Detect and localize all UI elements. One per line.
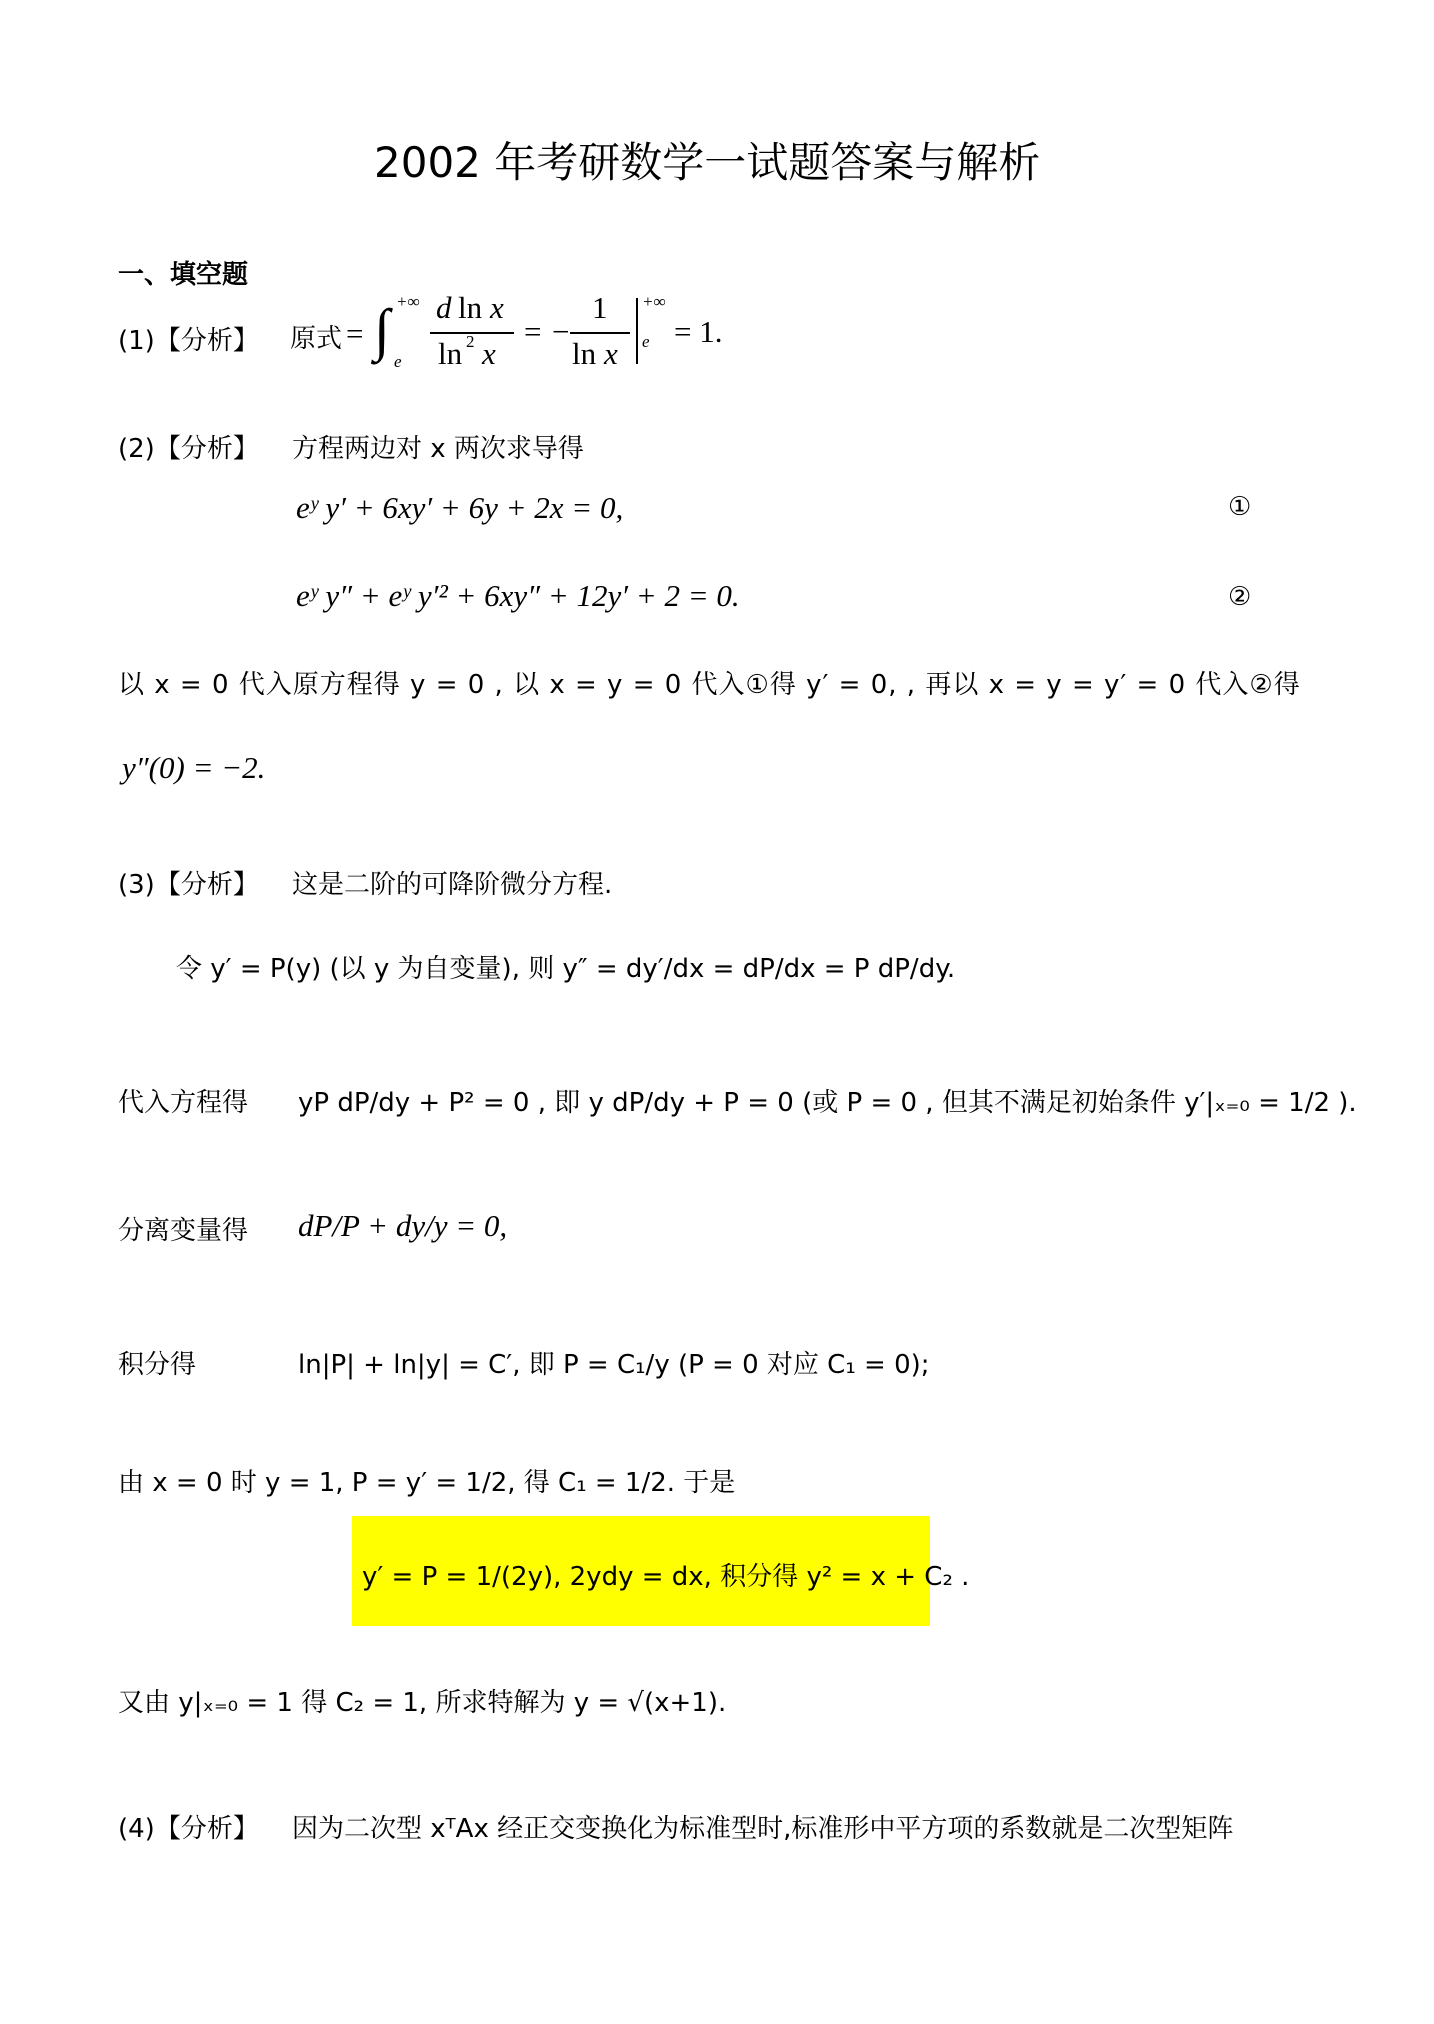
problem-3-substitution: 令 y′ = P(y) (以 y 为自变量), 则 y″ = dy′/dx = dP/dx = P dP/dy. [176,954,956,984]
page-title: 2002 年考研数学一试题答案与解析 [374,138,1041,187]
problem-3-line2-label: 代入方程得 [118,1088,249,1118]
section-heading: 一、填空题 [118,260,249,290]
problem-2-intro: 方程两边对 x 两次求导得 [292,434,584,464]
problem-3-intro: 这是二阶的可降阶微分方程. [292,870,613,900]
equation-2-marker: ② [1228,582,1252,612]
problem-2-text-1: 以 x = 0 代入原方程得 y = 0 , 以 x = y = 0 代入①得 y′ = 0, , 再以 x = y = y′ = 0 代入②得 [118,670,1301,700]
problem-1-label: (1)【分析】 [118,326,259,356]
problem-3-line7: 又由 y|ₓ₌₀ = 1 得 C₂ = 1, 所求特解为 y = √(x+1). [118,1688,727,1718]
problem-3-line4-label: 积分得 [118,1350,197,1380]
problem-3-line6: y′ = P = 1/(2y), 2ydy = dx, 积分得 y² = x + C₂ . [362,1562,970,1592]
problem-4-text: 因为二次型 xᵀAx 经正交变换化为标准型时,标准形中平方项的系数就是二次型矩阵 [292,1814,1234,1844]
problem-3-line3: dP/P + dy/y = 0, [298,1208,508,1243]
problem-4-label: (4)【分析】 [118,1814,259,1844]
problem-2-equation-1: eʸ y′ + 6xy′ + 6y + 2x = 0, [296,490,624,525]
problem-3-line4: ln|P| + ln|y| = C′, 即 P = C₁/y (P = 0 对应 C₁ = 0); [298,1350,930,1380]
problem-2-result: y″(0) = −2. [122,750,266,785]
problem-2-equation-2: eʸ y″ + eʸ y′² + 6xy″ + 12y′ + 2 = 0. [296,578,740,613]
highlighted-equation-box [352,1516,970,1626]
problem-2-label: (2)【分析】 [118,434,259,464]
problem-1-formula: 原式 = ∫ +∞ e d ln x ln 2 x = − 1 ln x +∞ e = 1. [290,290,723,371]
problem-3-line5: 由 x = 0 时 y = 1, P = y′ = 1/2, 得 C₁ = 1/2. 于是 [118,1468,736,1498]
problem-3-line3-label: 分离变量得 [118,1216,249,1246]
problem-3-label: (3)【分析】 [118,870,259,900]
problem-3-line2: yP dP/dy + P² = 0 , 即 y dP/dy + P = 0 (或 P = 0 , 但其不满足初始条件 y′|ₓ₌₀ = 1/2 ). [298,1088,1357,1118]
equation-1-marker: ① [1228,492,1252,522]
